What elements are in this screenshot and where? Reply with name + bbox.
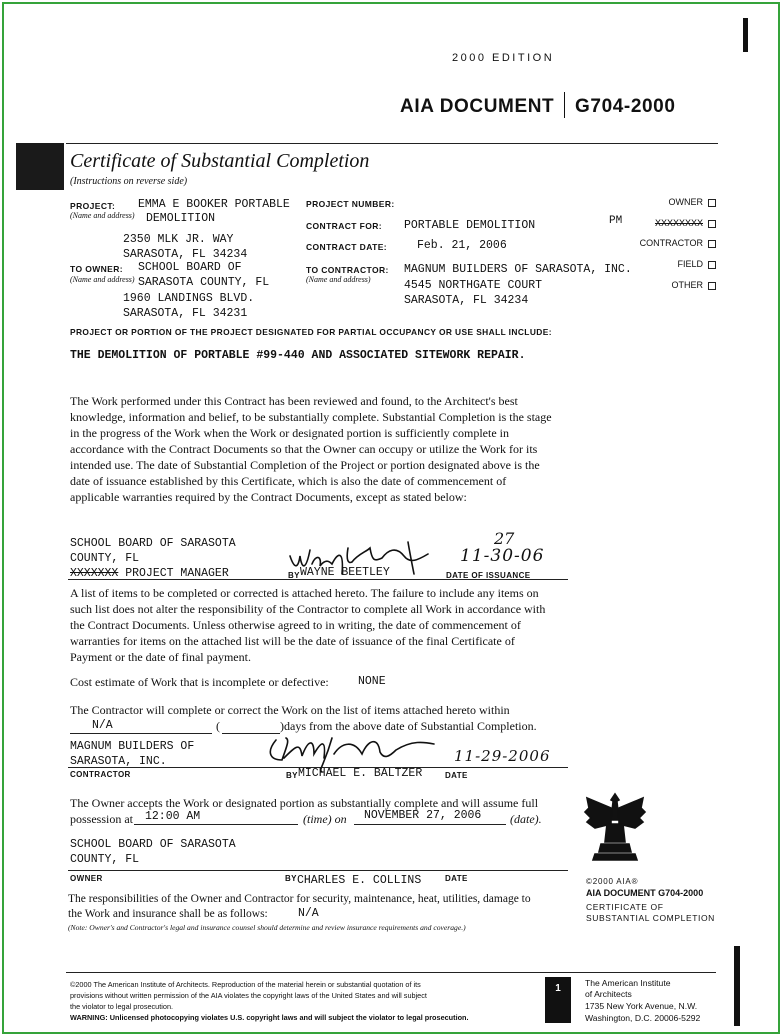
contractor-line3: SARASOTA, FL 34234 bbox=[404, 294, 529, 307]
contract-date-value: Feb. 21, 2006 bbox=[417, 239, 507, 252]
footer-inst-4: Washington, D.C. 20006-5292 bbox=[585, 1013, 701, 1023]
owner-line3: 1960 LANDINGS BLVD. bbox=[123, 292, 255, 305]
dist-field: FIELD bbox=[677, 259, 716, 269]
footer-right-bar bbox=[734, 946, 740, 1026]
contractor-sublabel: (Name and address) bbox=[306, 275, 371, 284]
owner-line1: SCHOOL BOARD OF bbox=[138, 261, 242, 274]
possession-date-value: NOVEMBER 27, 2006 bbox=[364, 809, 482, 822]
contractor-date-label: DATE bbox=[445, 771, 468, 780]
owner-rule bbox=[68, 870, 568, 871]
architect-date-value: 11-30-06 bbox=[460, 546, 545, 566]
document-title bbox=[400, 92, 676, 118]
possession-label: possession at bbox=[70, 812, 133, 826]
aia-title2: SUBSTANTIAL COMPLETION bbox=[586, 913, 715, 923]
header-rule bbox=[66, 143, 718, 144]
owner-sublabel: (Name and address) bbox=[70, 275, 135, 284]
contract-for-value: PORTABLE DEMOLITION bbox=[404, 219, 536, 232]
aia-doc-label: AIA DOCUMENT G704-2000 bbox=[586, 888, 704, 898]
footer-copyright-3: the violator to legal prosecution. bbox=[70, 1002, 174, 1011]
owner-by-name: CHARLES E. COLLINS bbox=[297, 874, 422, 887]
architect-date-label: DATE OF ISSUANCE bbox=[446, 571, 531, 580]
contractor-block-line1: MAGNUM BUILDERS OF bbox=[70, 740, 195, 753]
dist-architect: XXXXXXXX bbox=[655, 218, 716, 230]
date-rule bbox=[354, 824, 506, 825]
footer-inst-3: 1735 New York Avenue, N.W. bbox=[585, 1001, 698, 1011]
architect-date-correction: 27 bbox=[494, 529, 515, 548]
architect-by-name: WAYNE BEETLEY bbox=[300, 566, 390, 579]
project-line1: EMMA E BOOKER PORTABLE bbox=[138, 198, 290, 211]
responsibilities-line1: The responsibilities of the Owner and Contractor for security, maintenance, heat, utilities, damage to bbox=[68, 893, 531, 905]
owner-block-label: OWNER bbox=[70, 874, 103, 883]
project-sublabel: (Name and address) bbox=[70, 211, 135, 220]
footer-copyright-2: provisions without written permission of the AIA violates the copyright laws of the United States and will subject bbox=[70, 991, 427, 1000]
days-paren-close: ) bbox=[280, 719, 284, 733]
project-line3: 2350 MLK JR. WAY bbox=[123, 233, 234, 246]
contract-for-label: CONTRACT FOR: bbox=[306, 221, 383, 231]
architect-signature bbox=[286, 534, 446, 584]
other-checkbox[interactable] bbox=[708, 282, 716, 290]
architect-line1: SCHOOL BOARD OF SARASOTA bbox=[70, 537, 236, 550]
contractor-label: TO CONTRACTOR: bbox=[306, 265, 389, 275]
contractor-block-label: CONTRACTOR bbox=[70, 770, 131, 779]
footer-page-number: 1 bbox=[555, 983, 561, 994]
partial-occupancy-value: THE DEMOLITION OF PORTABLE #99-440 AND ASSOCIATED SITEWORK REPAIR. bbox=[70, 349, 526, 362]
cost-estimate-value: NONE bbox=[358, 675, 386, 688]
contractor-block-line2: SARASOTA, INC. bbox=[70, 755, 167, 768]
contractor-date-value: 11-29-2006 bbox=[454, 747, 551, 765]
contractor-line1: MAGNUM BUILDERS OF SARASOTA, INC. bbox=[404, 263, 632, 276]
owner-line4: SARASOTA, FL 34231 bbox=[123, 307, 248, 320]
project-label: PROJECT: bbox=[70, 201, 116, 211]
contractor-by-label: BY bbox=[286, 771, 298, 780]
dist-other: OTHER bbox=[672, 280, 717, 290]
days-rule bbox=[70, 733, 212, 734]
edition-label: 2000 EDITION bbox=[452, 52, 555, 64]
architect-by-label: BY bbox=[288, 571, 300, 580]
architect-checkbox[interactable] bbox=[708, 220, 716, 228]
title-block-mark bbox=[16, 143, 64, 190]
footer-warning: WARNING: Unlicensed photocopying violates U.S. copyright laws and will subject the violator to legal prosecution. bbox=[70, 1013, 469, 1022]
architect-line3: XXXXXXX PROJECT MANAGER bbox=[70, 567, 229, 580]
list-paragraph: A list of items to be completed or corrected is attached hereto. The failure to include any items on such list does not alter the responsibility of the Contractor to complete all Work in accordance with the Contract Documents. Unless otherwise agreed to in writing, the date of commencement of warranties for items on the attached list will be the date of issuance of the final Certificate of Payment or the date of final payment. bbox=[70, 586, 546, 664]
contract-date-label: CONTRACT DATE: bbox=[306, 242, 387, 252]
days-paren-open: ( bbox=[216, 719, 220, 733]
contractor-complete-line2: days from the above date of Substantial Completion. bbox=[284, 719, 537, 733]
contractor-signature bbox=[262, 730, 442, 776]
footer-inst-2: of Architects bbox=[585, 989, 632, 999]
aia-copyright: ©2000 AIA® bbox=[586, 877, 639, 886]
footer-inst-1: The American Institute bbox=[585, 978, 671, 988]
owner-accepts-line1: The Owner accepts the Work or designated portion as substantially complete and will assume full bbox=[70, 796, 539, 810]
dist-contractor: CONTRACTOR bbox=[640, 238, 716, 248]
contractor-checkbox[interactable] bbox=[708, 240, 716, 248]
owner-by-label: BY bbox=[285, 874, 297, 883]
time-label: (time) on bbox=[303, 812, 347, 826]
dist-pm-mark: PM bbox=[609, 215, 623, 227]
project-number-label: PROJECT NUMBER: bbox=[306, 199, 395, 209]
responsibilities-line2: the Work and insurance shall be as follows: bbox=[68, 908, 268, 920]
contractor-by-name: MICHAEL E. BALTZER bbox=[298, 767, 423, 780]
contractor-complete-line1: The Contractor will complete or correct the Work on the list of items attached hereto within bbox=[70, 703, 510, 717]
responsibilities-note: (Note: Owner's and Contractor's legal and insurance counsel should determine and review insurance requirements and coverage.) bbox=[68, 923, 466, 932]
date-label: (date). bbox=[510, 812, 542, 826]
time-rule bbox=[134, 824, 298, 825]
project-line2: DEMOLITION bbox=[146, 212, 216, 225]
doc-prefix: AIA DOCUMENT bbox=[400, 96, 555, 117]
partial-occupancy-label: PROJECT OR PORTION OF THE PROJECT DESIGNATED FOR PARTIAL OCCUPANCY OR USE SHALL INCLUDE: bbox=[70, 327, 552, 337]
aia-eagle-logo bbox=[583, 790, 647, 866]
instructions-note: (Instructions on reverse side) bbox=[70, 176, 188, 187]
owner-block-line1: SCHOOL BOARD OF SARASOTA bbox=[70, 838, 236, 851]
aia-title1: CERTIFICATE OF bbox=[586, 902, 664, 912]
contractor-line2: 4545 NORTHGATE COURT bbox=[404, 279, 543, 292]
architect-line2: COUNTY, FL bbox=[70, 552, 140, 565]
owner-checkbox[interactable] bbox=[708, 199, 716, 207]
dist-owner: OWNER bbox=[669, 197, 717, 207]
footer-page-box bbox=[545, 977, 571, 1023]
possession-time-value: 12:00 AM bbox=[145, 810, 201, 823]
certificate-title: Certificate of Substantial Completion bbox=[70, 150, 370, 172]
footer-copyright-1: ©2000 The American Institute of Architects. Reproduction of the material herein or substantial quotation of its bbox=[70, 980, 421, 989]
footer-rule bbox=[66, 972, 716, 973]
statement-paragraph: The Work performed under this Contract has been reviewed and found, to the Architect's best knowledge, information and belief, to be substantially complete. Substantial Completion is the stage in the progress of the Work when the Work or designated portion is sufficiently complete in accordance with the Contract Documents so that the Owner can occupy or utilize the Work for its intended use. The date of Substantial Completion of the Project or portion designated above is the date of issuance established by this Certificate, which is also the date of commencement of applicable warranties required by the Contract Documents, except as stated below: bbox=[70, 394, 552, 504]
owner-block-line2: COUNTY, FL bbox=[70, 853, 140, 866]
field-checkbox[interactable] bbox=[708, 261, 716, 269]
responsibilities-value: N/A bbox=[298, 907, 319, 920]
top-right-bar bbox=[743, 18, 748, 52]
days-value: N/A bbox=[92, 719, 113, 732]
owner-line2: SARASOTA COUNTY, FL bbox=[138, 276, 270, 289]
owner-label: TO OWNER: bbox=[70, 264, 124, 274]
owner-date-label: DATE bbox=[445, 874, 468, 883]
project-line4: SARASOTA, FL 34234 bbox=[123, 248, 248, 261]
cost-estimate-label: Cost estimate of Work that is incomplete or defective: bbox=[70, 675, 329, 689]
doc-number: G704-2000 bbox=[575, 96, 676, 117]
